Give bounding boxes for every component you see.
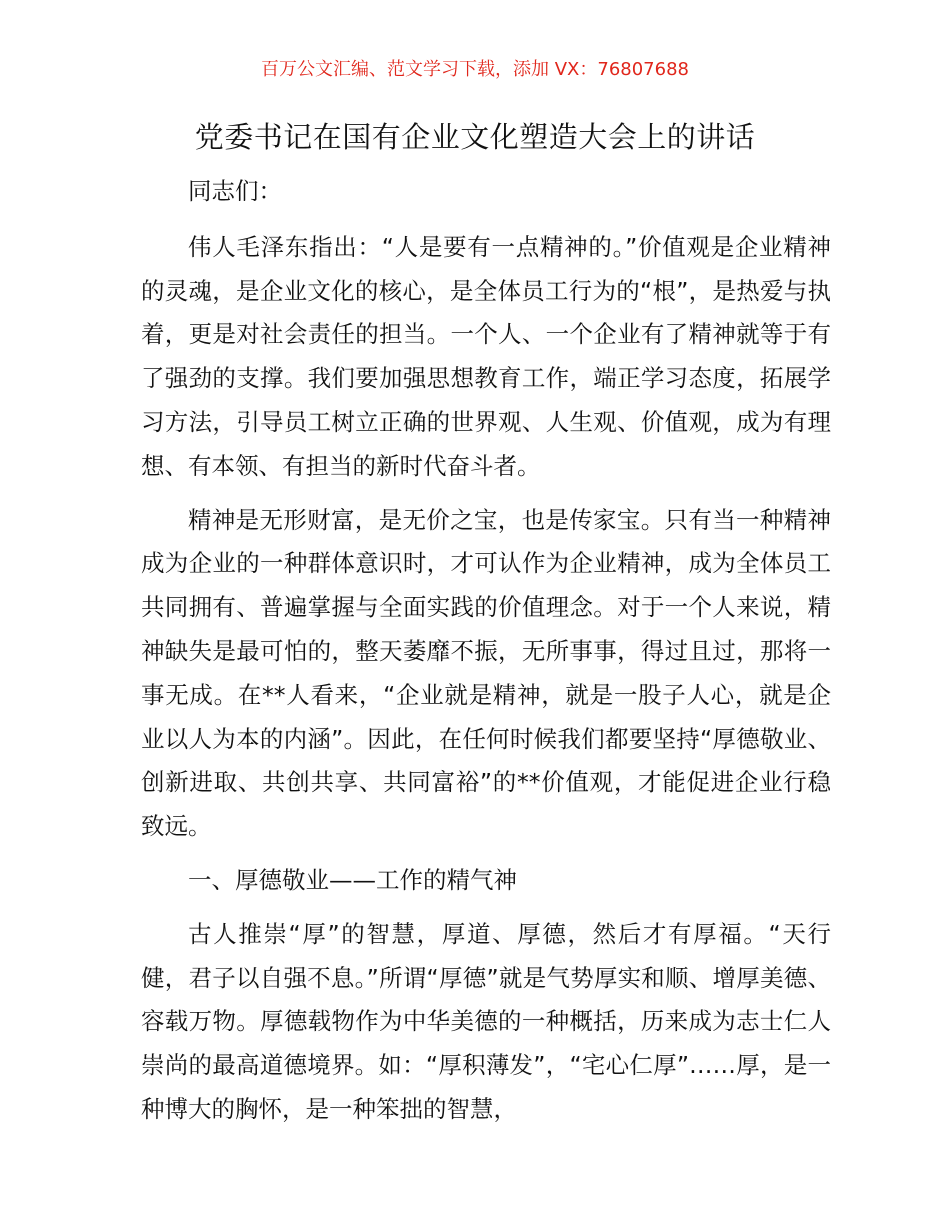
paragraph-1: 伟人毛泽东指出：“人是要有一点精神的。”价值观是企业精神的灵魂，是企业文化的核心，是全体员工行为的“根”，是热爱与执着，更是对社会责任的担当。一个人、一个企业有了精神就等于有了强劲的支撑。我们要加强思想教育工作，端正学习态度，拓展学习方法，引导员工树立正确的世界观、人生观、价值观，成为有理想、有本领、有担当的新时代奋斗者。 — [141, 232, 831, 480]
section-heading: 一、厚德敬业——工作的精气神 — [188, 865, 517, 894]
paragraph-2: 精神是无形财富，是无价之宝，也是传家宝。只有当一种精神成为企业的一种群体意识时，才可认作为企业精神，成为全体员工共同拥有、普遍掌握与全面实践的价值理念。对于一个人来说，精神缺失是最可怕的，整天萎靡不振，无所事事，得过且过，那将一事无成。在**人看来，“企业就是精神，就是一股子人心，就是企业以人为本的内涵”。因此，在任何时候我们都要坚持“厚德敬业、创新进取、共创共享、共同富裕”的**价值观，才能促进企业行稳致远。 — [141, 505, 831, 841]
greeting: 同志们： — [188, 177, 282, 205]
watermark-banner: 百万公文汇编、范文学习下载，添加 VX：76807688 — [261, 59, 689, 80]
document-title: 党委书记在国有企业文化塑造大会上的讲话 — [194, 120, 756, 154]
document-body — [141, 170, 831, 1142]
section-paragraph: 古人推崇“厚”的智慧，厚道、厚德，然后才有厚福。“天行健，君子以自强不息。”所谓“厚德”就是气势厚实和顺、增厚美德、容载万物。厚德载物作为中华美德的一种概括，历来成为志士仁人崇尚的最高道德境界。如：“厚积薄发”，“宅心仁厚”……厚，是一种博大的胸怀，是一种笨拙的智慧， — [141, 919, 831, 1123]
